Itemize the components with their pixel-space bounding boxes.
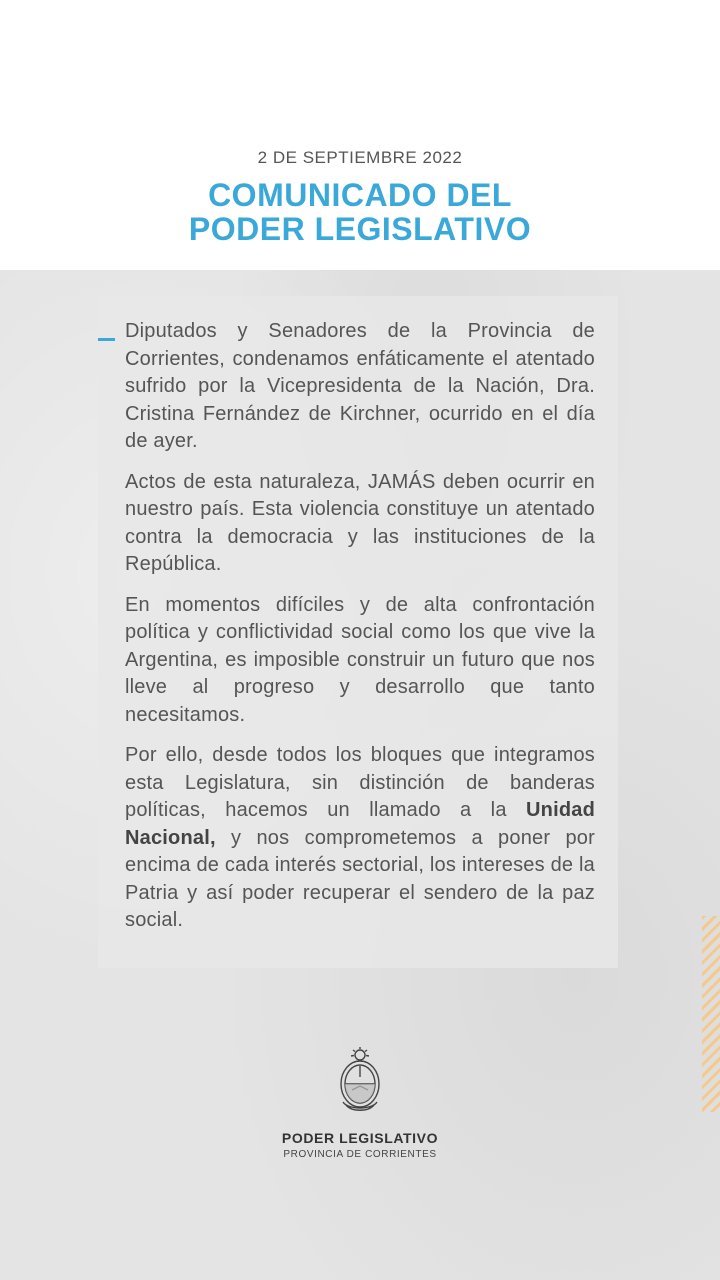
paragraph-4 bbox=[125, 742, 595, 935]
header bbox=[0, 0, 720, 270]
paragraph-1: Diputados y Senadores de la Provincia de Corrientes, condenamos enfáticamente el atentado sufrido por la Vicepresidenta de la Nación, Dra. Cristina Fernández de Kirchner, ocurrido en el día de ayer. bbox=[125, 320, 595, 452]
decorative-stripes bbox=[702, 916, 720, 1112]
coat-of-arms-icon bbox=[334, 1046, 386, 1114]
footer-subtitle: PROVINCIA DE CORRIENTES bbox=[283, 1149, 437, 1160]
paragraph-2: Actos de esta naturaleza, JAMÁS deben ocurrir en nuestro país. Esta violencia constituye un atentado contra la democracia y las instituciones de la República. bbox=[125, 470, 595, 575]
paragraph-3: En momentos difíciles y de alta confrontación política y conflictividad social como los que vive la Argentina, es imposible construir un futuro que nos lleve al progreso y desarrollo que tanto necesitamos. bbox=[125, 593, 595, 726]
paragraph-4-start: Por ello, desde todos los bloques que integramos esta Legislatura, sin distinción de banderas políticas, hacemos un llamado a la bbox=[125, 744, 595, 821]
title-line-1: COMUNICADO DEL bbox=[208, 177, 512, 213]
unidad-nacional-highlight: Unidad Nacional, bbox=[125, 799, 595, 849]
statement-body bbox=[125, 318, 595, 948]
footer-title: PODER LEGISLATIVO bbox=[281, 1130, 439, 1146]
date-label: 2 DE SEPTIEMBRE 2022 bbox=[257, 148, 463, 167]
page-title bbox=[0, 178, 720, 246]
accent-dash bbox=[98, 338, 115, 341]
title-line-2: PODER LEGISLATIVO bbox=[188, 211, 532, 247]
paragraph-4-end: y nos comprometemos a poner por encima de cada interés sectorial, los intereses de la Patria y así poder recuperar el sendero de la paz social. bbox=[125, 826, 595, 931]
